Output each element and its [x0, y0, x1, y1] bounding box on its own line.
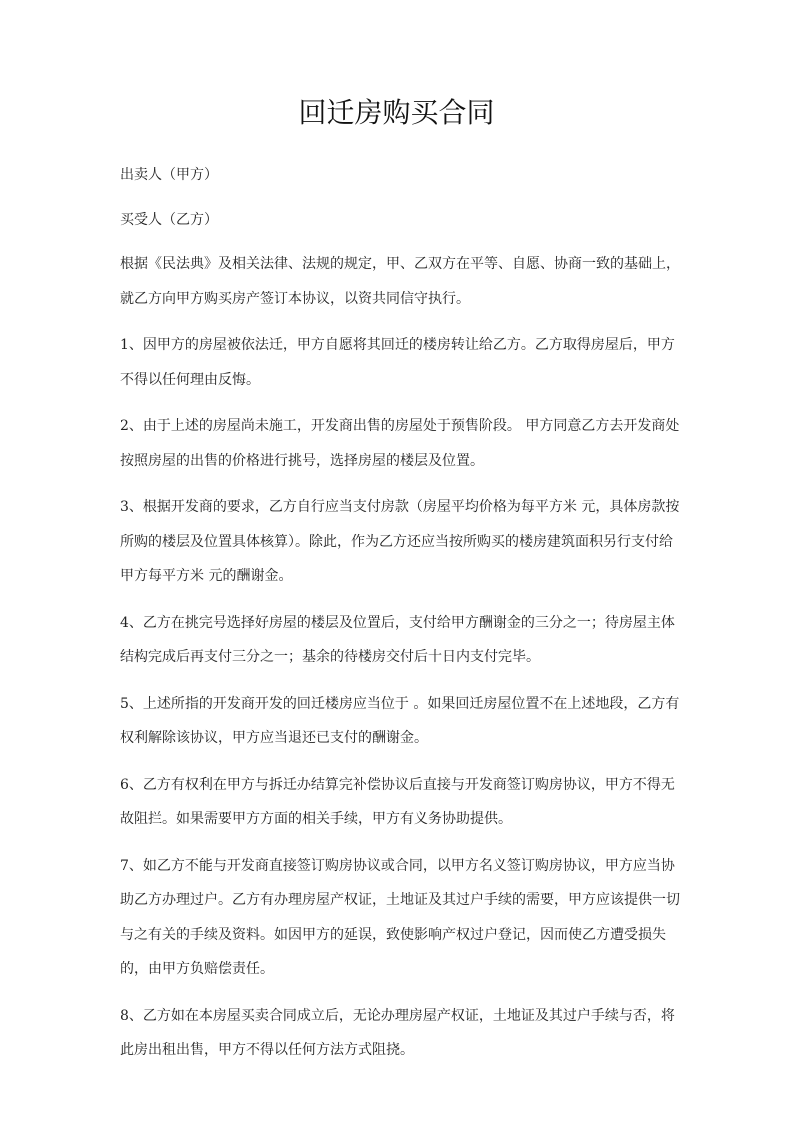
clause-2: 2、由于上述的房屋尚未施工，开发商出售的房屋处于预售阶段。 甲方同意乙方去开发商处按照房屋的出售的价格进行挑号，选择房屋的楼层及位置。: [120, 418, 680, 469]
clause-5: 5、上述所指的开发商开发的回迁楼房应当位于 。如果回迁房屋位置不在上述地段，乙方有权利解除该协议，甲方应当退还已支付的酬谢金。: [120, 695, 680, 746]
clause-7: 7、如乙方不能与开发商直接签订购房协议或合同，以甲方名义签订购房协议，甲方应当协助乙方办理过户。乙方有办理房屋产权证，土地证及其过户手续的需要，甲方应该提供一切与之有关的手续及资料。如因甲方的延误，致使影响产权过户登记，因而使乙方遭受损失的，由甲方负赔偿责任。: [120, 857, 680, 977]
document-title: 回迁房购买合同: [298, 96, 495, 129]
preamble-paragraph: 根据《民法典》及相关法律、法规的规定，甲、乙双方在平等、自愿、协商一致的基础上，就乙方向甲方购买房产签订本协议，以资共同信守执行。: [120, 256, 680, 307]
clause-8: 8、乙方如在本房屋买卖合同成立后，无论办理房屋产权证，土地证及其过户手续与否，将此房出租出售，甲方不得以任何方法方式阻挠。: [120, 1007, 675, 1058]
buyer-line: 买受人（乙方）: [120, 211, 218, 228]
clause-6: 6、乙方有权利在甲方与拆迁办结算完补偿协议后直接与开发商签订购房协议，甲方不得无故阻拦。如果需要甲方方面的相关手续，甲方有义务协助提供。: [120, 776, 675, 827]
seller-line: 出卖人（甲方）: [120, 167, 218, 183]
clause-3: 3、根据开发商的要求，乙方自行应当支付房款（房屋平均价格为每平方米 元，具体房款按所购的楼层及位置具体核算）。除此，作为乙方还应当按所购买的楼房建筑面积另行支付给甲方每平方米 元的酬谢金。: [120, 499, 680, 584]
clause-1: 1、因甲方的房屋被依法迁，甲方自愿将其回迁的楼房转让给乙方。乙方取得房屋后，甲方不得以任何理由反悔。: [120, 337, 675, 388]
clause-4: 4、乙方在挑完号选择好房屋的楼层及位置后，支付给甲方酬谢金的三分之一；待房屋主体结构完成后再支付三分之一；基余的待楼房交付后十日内支付完毕。: [120, 614, 675, 665]
document-body: [120, 158, 680, 1080]
